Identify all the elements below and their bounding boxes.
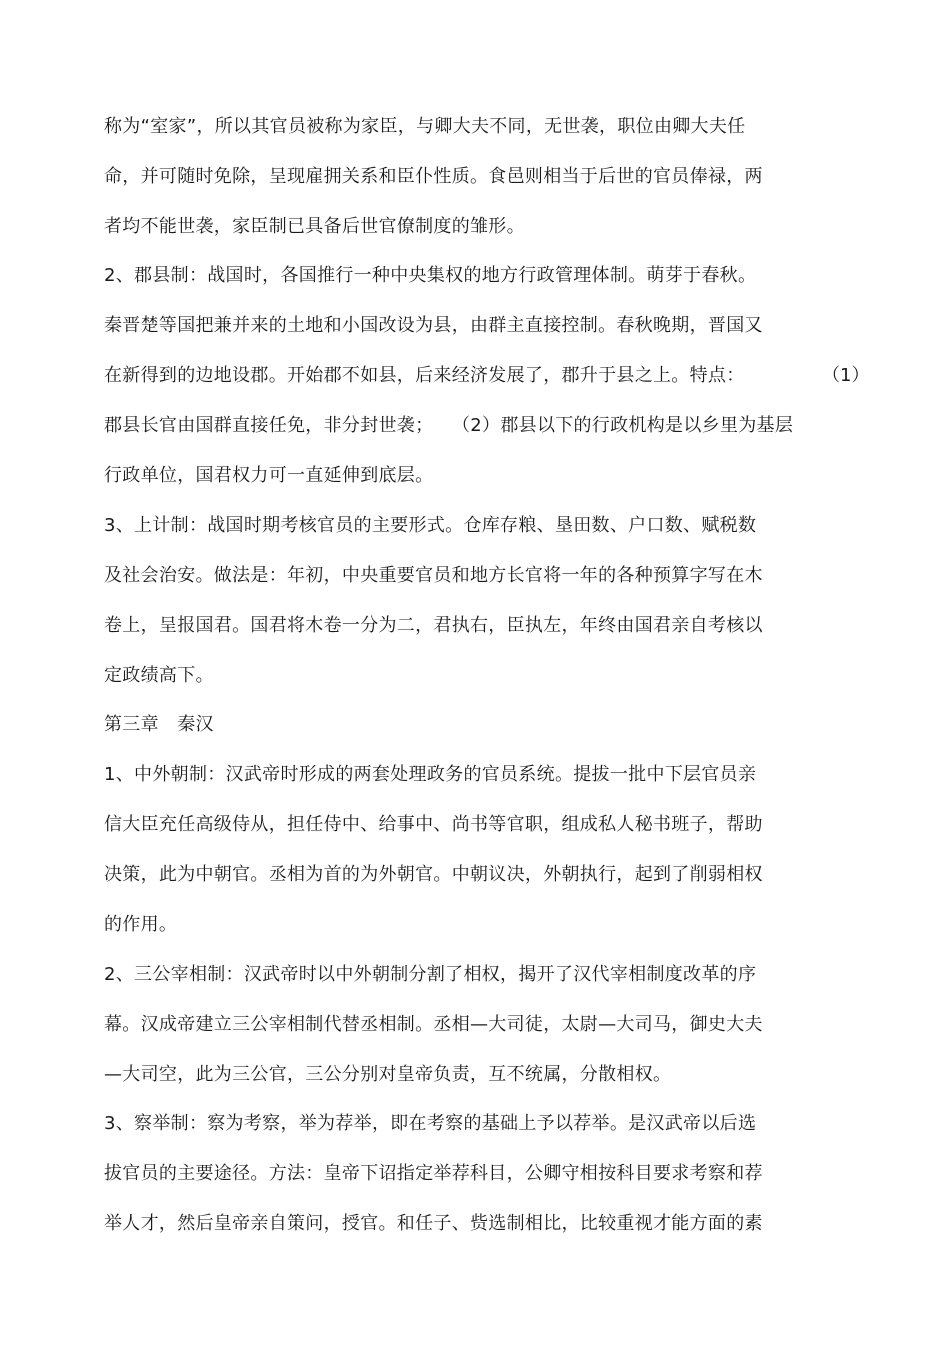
- text-line: 在新得到的边地设郡。开始郡不如县，后来经济发展了，郡升于县之上。特点：: [104, 365, 745, 386]
- text-line: 拔官员的主要途径。方法：皇帝下诏指定举荐科目，公卿守相按科目要求考察和荐: [104, 1163, 763, 1184]
- text-line: 命，并可随时免除，呈现雇拥关系和臣仆性质。食邑则相当于后世的官员俸禄，两: [104, 166, 763, 187]
- text-line: 卷上，呈报国君。国君将木卷一分为二，君执右，臣执左，年终由国君亲自考核以: [104, 615, 763, 636]
- text-line: 决策，此为中朝官。丞相为首的为外朝官。中朝议决，外朝执行，起到了削弱相权: [104, 864, 763, 885]
- text-line: 秦晋楚等国把兼并来的土地和小国改设为县，由群主直接控制。春秋晚期，晋国又: [104, 315, 763, 336]
- text-line: 举人才，然后皇帝亲自策问，授官。和任子、赀选制相比，比较重视才能方面的素: [104, 1213, 763, 1234]
- text-line: 者均不能世袭，家臣制已具备后世官僚制度的雏形。: [104, 216, 525, 237]
- text-line: 3、察举制：察为考察，举为荐举，即在考察的基础上予以荐举。是汉武帝以后选: [104, 1113, 757, 1134]
- text-line: 信大臣充任高级侍从，担任侍中、给事中、尚书等官职，组成私人秘书班子，帮助: [104, 814, 763, 835]
- text-line: 及社会治安。做法是：年初，中央重要官员和地方长官将一年的各种预算字写在木: [104, 565, 763, 586]
- text-line: 称为“室家”，所以其官员被称为家臣，与卿大夫不同，无世袭，职位由卿大夫任: [104, 116, 746, 137]
- text-line: 3、上计制：战国时期考核官员的主要形式。仓库存粮、垦田数、户口数、赋税数: [104, 515, 757, 536]
- chapter-heading: 第三章 秦汉: [104, 714, 214, 735]
- text-line: 行政单位，国君权力可一直延伸到底层。: [104, 465, 434, 486]
- text-line: 1、中外朝制：汉武帝时形成的两套处理政务的官员系统。提拔一批中下层官员亲: [104, 764, 757, 785]
- text-line: —大司空，此为三公官，三公分别对皇帝负责，互不统属，分散相权。: [104, 1064, 672, 1085]
- text-line: 2、三公宰相制：汉武帝时以中外朝制分割了相权，揭开了汉代宰相制度改革的序: [104, 964, 757, 985]
- text-line: 幕。汉成帝建立三公宰相制代替丞相制。丞相—大司徒，太尉—大司马，御史大夫: [104, 1014, 763, 1035]
- text-line: 的作用。: [104, 914, 178, 935]
- list-marker: （1）: [822, 365, 870, 386]
- text-line: 郡县长官由国群直接任免，非分封世袭； （2）郡县以下的行政机构是以乡里为基层: [104, 415, 794, 436]
- text-line: 定政绩高下。: [104, 665, 214, 686]
- text-line: 2、郡县制：战国时，各国推行一种中央集权的地方行政管理体制。萌芽于春秋。: [104, 265, 757, 286]
